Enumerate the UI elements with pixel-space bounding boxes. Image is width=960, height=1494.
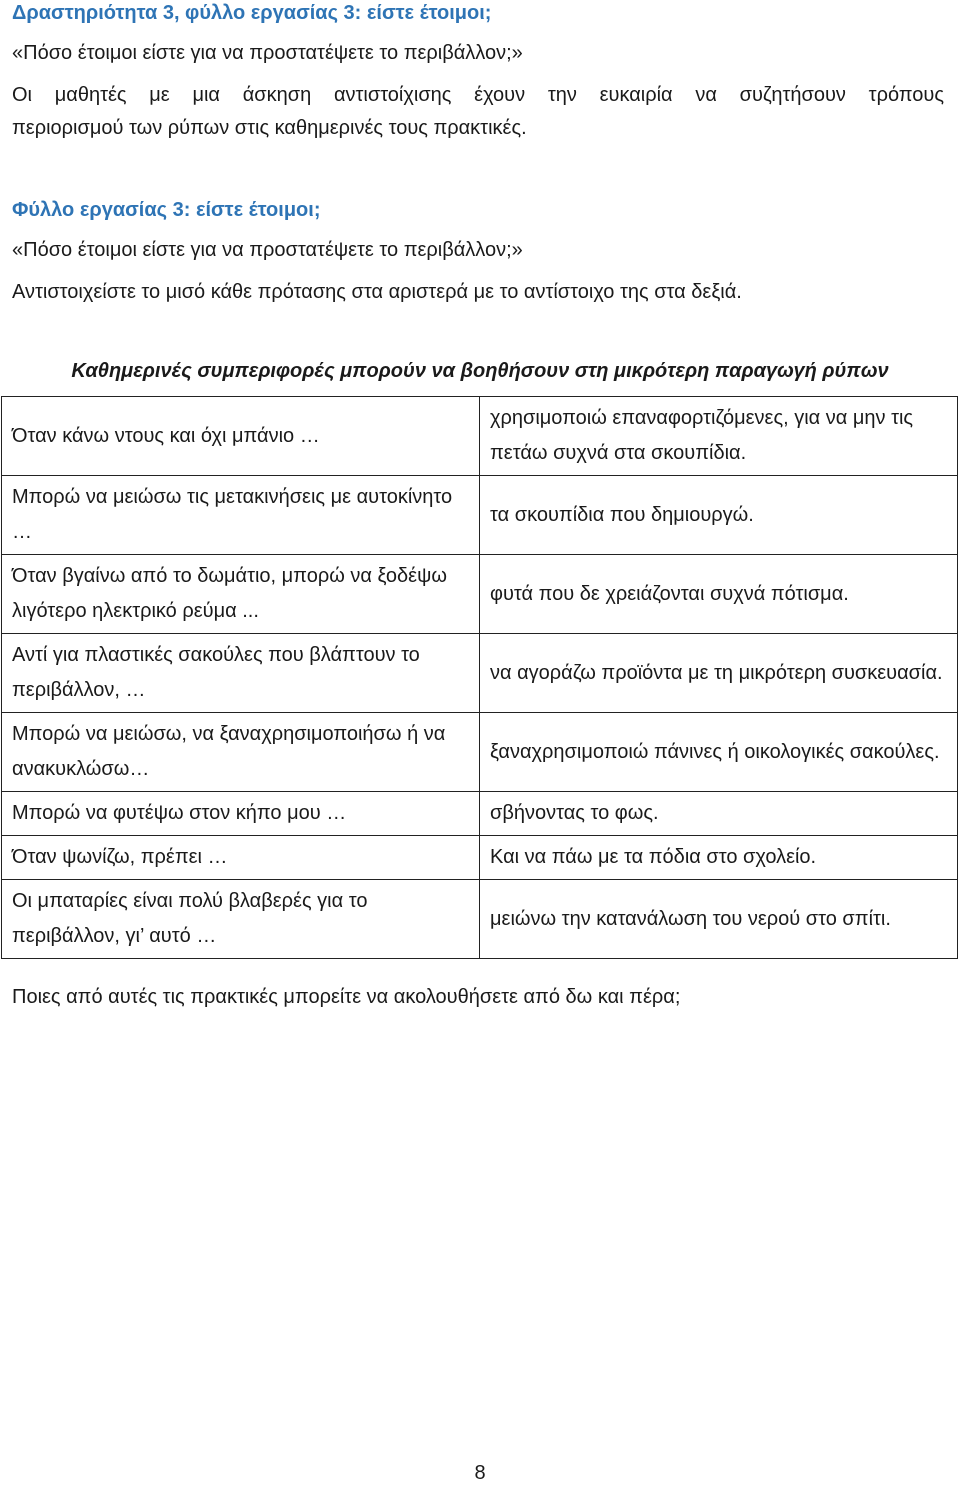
table-row bbox=[2, 397, 958, 476]
right-cell: τα σκουπίδια που δημιουργώ. bbox=[480, 476, 958, 555]
closing-question: Ποιες από αυτές τις πρακτικές μπορείτε να ακολουθήσετε από δω και πέρα; bbox=[12, 986, 681, 1008]
activity-heading: Δραστηριότητα 3, φύλλο εργασίας 3: είστε έτοιμοι; bbox=[12, 2, 492, 24]
right-cell: χρησιμοποιώ επαναφορτιζόμενες, για να μην τις πετάω συχνά στα σκουπίδια. bbox=[480, 397, 958, 476]
table-row bbox=[2, 476, 958, 555]
page-number: 8 bbox=[474, 1462, 486, 1484]
left-cell: Όταν βγαίνω από το δωμάτιο, μπορώ να ξοδέψω λιγότερο ηλεκτρικό ρεύμα ... bbox=[2, 555, 480, 634]
table-row bbox=[2, 880, 958, 959]
intro-line-1: Οι μαθητές με μια άσκηση αντιστοίχισης έχουν την ευκαιρία να συζητήσουν τρόπους bbox=[12, 84, 944, 106]
activity-subtitle: «Πόσο έτοιμοι είστε για να προστατέψετε το περιβάλλον;» bbox=[12, 42, 523, 64]
table-row bbox=[2, 634, 958, 713]
right-cell: να αγοράζω προϊόντα με τη μικρότερη συσκευασία. bbox=[480, 634, 958, 713]
right-cell: Και να πάω με τα πόδια στο σχολείο. bbox=[480, 836, 958, 880]
left-cell: Όταν κάνω ντους και όχι μπάνιο … bbox=[2, 397, 480, 476]
left-cell: Μπορώ να μειώσω τις μετακινήσεις με αυτοκίνητο … bbox=[2, 476, 480, 555]
matching-table bbox=[1, 396, 958, 959]
left-cell: Οι μπαταρίες είναι πολύ βλαβερές για το περιβάλλον, γι’ αυτό … bbox=[2, 880, 480, 959]
right-cell: σβήνοντας το φως. bbox=[480, 792, 958, 836]
table-row bbox=[2, 836, 958, 880]
worksheet-heading: Φύλλο εργασίας 3: είστε έτοιμοι; bbox=[12, 199, 321, 221]
table-row bbox=[2, 713, 958, 792]
table-title: Καθημερινές συμπεριφορές μπορούν να βοηθήσουν στη μικρότερη παραγωγή ρύπων bbox=[71, 360, 889, 382]
right-cell: μειώνω την κατανάλωση του νερού στο σπίτι. bbox=[480, 880, 958, 959]
worksheet-subtitle: «Πόσο έτοιμοι είστε για να προστατέψετε το περιβάλλον;» bbox=[12, 239, 523, 261]
table-row bbox=[2, 555, 958, 634]
table-row bbox=[2, 792, 958, 836]
right-cell: φυτά που δε χρειάζονται συχνά πότισμα. bbox=[480, 555, 958, 634]
instruction-text: Αντιστοιχείστε το μισό κάθε πρότασης στα αριστερά με το αντίστοιχο της στα δεξιά. bbox=[12, 281, 742, 303]
intro-line-2: περιορισμού των ρύπων στις καθημερινές τους πρακτικές. bbox=[12, 117, 527, 139]
left-cell: Όταν ψωνίζω, πρέπει … bbox=[2, 836, 480, 880]
right-cell: ξαναχρησιμοποιώ πάνινες ή οικολογικές σακούλες. bbox=[480, 713, 958, 792]
left-cell: Μπορώ να φυτέψω στον κήπο μου … bbox=[2, 792, 480, 836]
left-cell: Μπορώ να μειώσω, να ξαναχρησιμοποιήσω ή να ανακυκλώσω… bbox=[2, 713, 480, 792]
left-cell: Αντί για πλαστικές σακούλες που βλάπτουν το περιβάλλον, … bbox=[2, 634, 480, 713]
